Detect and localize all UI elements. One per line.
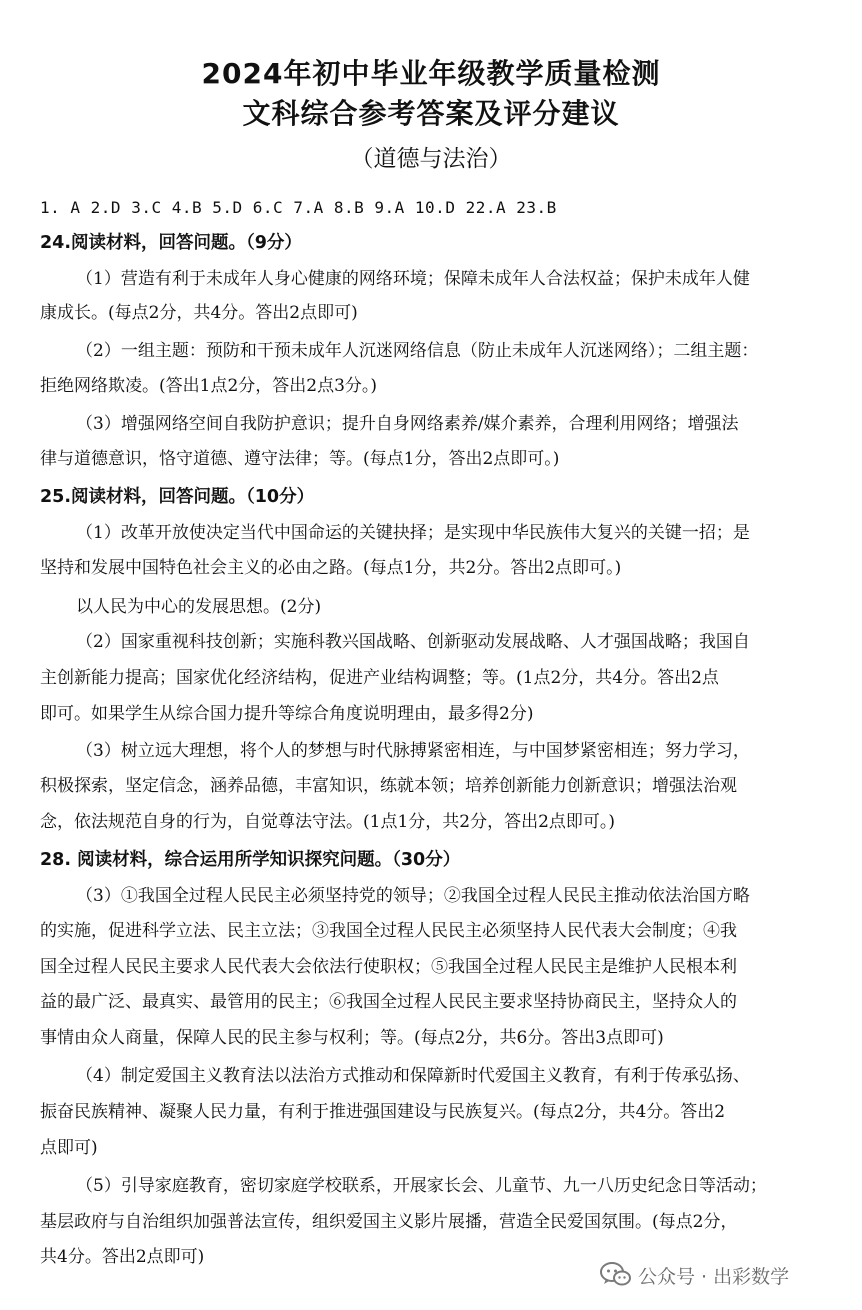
q25-line: （2）国家重视科技创新；实施科教兴国战略、创新驱动发展战略、人才强国战略；我国自 (76, 632, 750, 652)
q25-line: 以人民为中心的发展思想。(2分) (76, 597, 322, 617)
q28-line: 共4分。答出2点即可) (40, 1247, 205, 1267)
q28-line: 益的最广泛、最真实、最管用的民主；⑥我国全过程人民民主要求坚持协商民主，坚持众人的 (40, 992, 737, 1012)
q28-line: （4）制定爱国主义教育法以法治方式推动和保障新时代爱国主义教育，有利于传承弘扬、 (76, 1066, 750, 1086)
q28-line: 振奋民族精神、凝聚人民力量，有利于推进强国建设与民族复兴。(每点2分，共4分。答出2 (40, 1102, 726, 1122)
document-subtitle: 文科综合参考答案及评分建议 (242, 97, 620, 130)
q28-line: 基层政府与自治组织加强普法宣传，组织爱国主义影片展播，营造全民爱国氛围。(每点2分， (40, 1212, 738, 1232)
q28-line: 点即可) (40, 1138, 98, 1158)
q25-line: （1）改革开放使决定当代中国命运的关键抉择；是实现中华民族伟大复兴的关键一招；是 (76, 523, 750, 543)
q24-line: 康成长。(每点2分，共4分。答出2点即可) (40, 303, 358, 323)
q25-line: 坚持和发展中国特色社会主义的必由之路。(每点1分，共2分。答出2点即可。) (40, 558, 622, 578)
q28-line: 国全过程人民民主要求人民代表大会依法行使职权；⑤我国全过程人民民主是维护人民根本利 (40, 957, 737, 977)
wechat-icon (600, 1261, 632, 1289)
q28-line: （5）引导家庭教育，密切家庭学校联系，开展家长会、儿童节、九一八历史纪念日等活动； (76, 1176, 767, 1196)
q24-heading: 24.阅读材料，回答问题。（9分） (40, 233, 302, 253)
multiple-choice-answers: 1. A 2.D 3.C 4.B 5.D 6.C 7.A 8.B 9.A 10.D 22.A 23.B (40, 198, 557, 217)
q28-line: 事情由众人商量，保障人民的民主参与权利；等。(每点2分，共6分。答出3点即可) (40, 1028, 664, 1048)
q24-line: （1）营造有利于未成年人身心健康的网络环境；保障未成年人合法权益；保护未成年人健 (76, 269, 750, 289)
q24-line: （2）一组主题：预防和干预未成年人沉迷网络信息（防止未成年人沉迷网络）；二组主题： (76, 341, 759, 361)
wechat-watermark (600, 1257, 789, 1293)
document-title: 2024年初中毕业年级教学质量检测 (201, 57, 661, 90)
q25-line: （3）树立远大理想，将个人的梦想与时代脉搏紧密相连，与中国梦紧密相连；努力学习， (76, 741, 750, 761)
q25-heading: 25.阅读材料，回答问题。（10分） (40, 487, 315, 507)
q24-line: 拒绝网络欺凌。(答出1点2分，答出2点3分。) (40, 376, 378, 396)
q25-line: 积极探索，坚定信念，涵养品德，丰富知识，练就本领；培养创新能力创新意识；增强法治观 (40, 776, 737, 796)
q28-line: （3）①我国全过程人民民主必须坚持党的领导；②我国全过程人民民主推动依法治国方略 (76, 886, 750, 906)
q25-line: 即可。如果学生从综合国力提升等综合角度说明理由，最多得2分) (40, 704, 534, 724)
q25-line: 念，依法规范自身的行为，自觉尊法守法。(1点1分，共2分，答出2点即可。) (40, 812, 616, 832)
q25-line: 主创新能力提高；国家优化经济结构，促进产业结构调整；等。(1点2分，共4分。答出2点 (40, 668, 719, 688)
q24-line: （3）增强网络空间自我防护意识；提升自身网络素养/媒介素养，合理利用网络；增强法 (76, 414, 739, 434)
subject-label: （道德与法治） (350, 146, 512, 172)
watermark-text: 公众号 · 出彩数学 (638, 1265, 790, 1288)
q24-line: 律与道德意识，恪守道德、遵守法律；等。(每点1分，答出2点即可。) (40, 449, 560, 469)
q28-heading: 28. 阅读材料，综合运用所学知识探究问题。（30分） (40, 850, 461, 870)
q28-line: 的实施，促进科学立法、民主立法；③我国全过程人民民主必须坚持人民代表大会制度；④我 (40, 921, 737, 941)
